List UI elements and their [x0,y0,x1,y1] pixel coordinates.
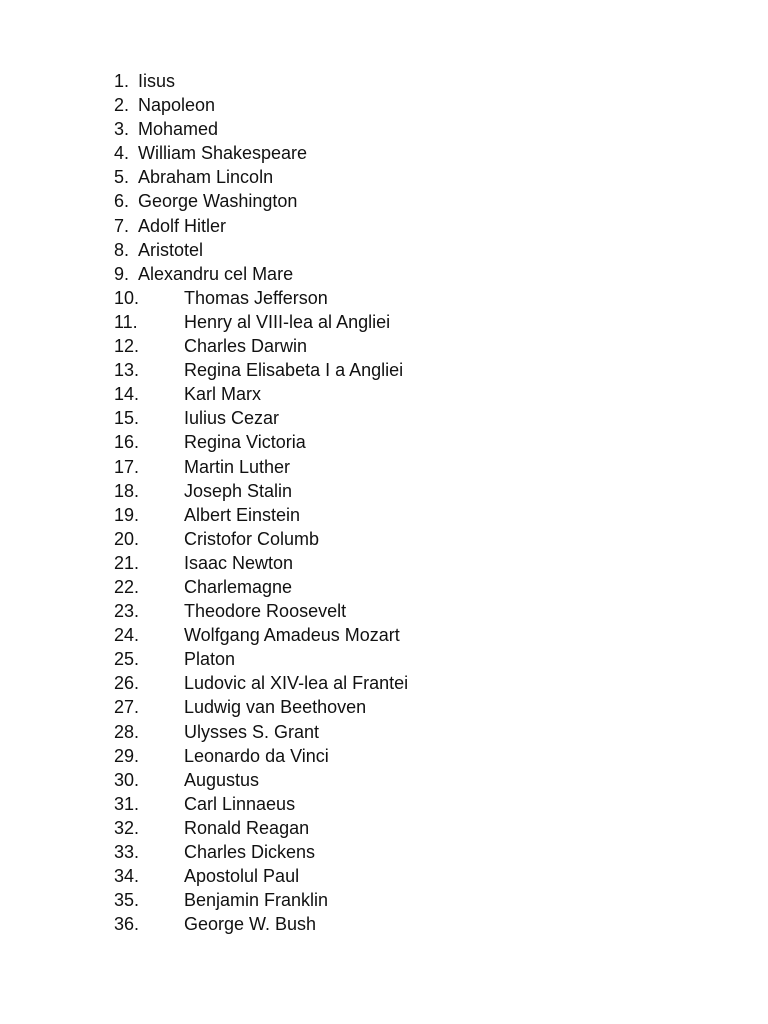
list-item-number: 30. [114,769,140,790]
list-item-number: 26. [114,673,140,694]
list-item-number: 17. [114,456,140,477]
list-item-name: Mohamed [138,119,219,140]
list-item-number: 21. [114,552,140,573]
list-item-number: 33. [114,842,140,862]
list-item-number: 24. [114,625,140,646]
list-item-number: 9. [114,263,130,284]
list-item-number: 13. [114,360,140,381]
list-item-number: 5. [114,167,130,188]
list-item-number: 12. [114,336,140,357]
list-item-name: Albert Einstein [184,504,301,525]
list-item-number: 32. [114,817,140,838]
list-item-name: Thomas Jefferson [184,287,328,308]
list-item-name: Apostolul Paul [184,866,300,887]
list-item-number: 8. [114,239,130,260]
list-item-name: Aristotel [138,239,204,260]
list-item-name: Carl Linnaeus [184,793,296,814]
list-item-number: 23. [114,601,140,622]
list-item-name: Martin Luther [184,456,291,477]
list-item-number: 14. [114,384,140,405]
list-item-name: Cristofor Columb [184,528,320,549]
list-item-number: 2. [114,95,130,116]
list-item-name: Isaac Newton [184,552,294,573]
list-item-number: 31. [114,793,140,814]
list-item-number: 16. [114,432,140,453]
list-item-name: Napoleon [138,95,216,116]
list-item-name: Ludovic al XIV-lea al Frantei [184,673,409,694]
list-item-number: 1. [114,71,130,91]
list-item-name: Augustus [184,769,260,790]
list-item-name: George W. Bush [184,914,317,935]
list-item-name: Charles Darwin [184,336,308,357]
list-item-number: 27. [114,697,140,718]
list-item-name: Alexandru cel Mare [138,263,294,284]
list-item-name: Charles Dickens [184,842,316,862]
list-item-name: Adolf Hitler [138,215,227,236]
list-item-number: 22. [114,576,140,597]
list-item-number: 35. [114,890,140,911]
list-item-number: 20. [114,528,140,549]
list-item-name: Wolfgang Amadeus Mozart [184,625,400,646]
list-item-number: 6. [114,191,130,212]
list-item-number: 36. [114,914,140,935]
list-item-name: Henry al VIII-lea al Angliei [184,311,391,332]
list-item-name: Leonardo da Vinci [184,745,329,766]
list-item-number: 4. [114,143,130,164]
list-item-number: 25. [114,649,140,670]
list-item-name: Regina Elisabeta I a Angliei [184,360,404,381]
list-item-number: 34. [114,866,140,887]
list-item-name: Regina Victoria [184,432,306,453]
list-item-number: 19. [114,504,140,525]
list-item-name: Charlemagne [184,576,293,597]
list-item-name: Karl Marx [184,384,262,405]
list-item-name: Theodore Roosevelt [184,601,347,622]
list-item-name: William Shakespeare [138,143,308,164]
list-item-name: Ludwig van Beethoven [184,697,367,718]
list-item-name: Joseph Stalin [184,480,293,501]
list-item-name: Ulysses S. Grant [184,721,320,742]
list-item-name: Abraham Lincoln [138,167,274,188]
list-item-number: 15. [114,408,140,429]
list-item-name: George Washington [138,191,298,212]
list-item-name: Iulius Cezar [184,408,280,429]
list-item-number: 10. [114,287,140,308]
list-item-number: 3. [114,119,130,140]
list-item-number: 29. [114,745,140,766]
list-item-name: Benjamin Franklin [184,890,329,911]
list-item-number: 18. [114,480,140,501]
list-item-name: Iisus [138,71,176,91]
list-item-number: 11. [114,311,138,332]
list-item-number: 7. [114,215,130,236]
list-item-number: 28. [114,721,140,742]
list-item-name: Platon [184,649,236,670]
list-item-name: Ronald Reagan [184,817,310,838]
